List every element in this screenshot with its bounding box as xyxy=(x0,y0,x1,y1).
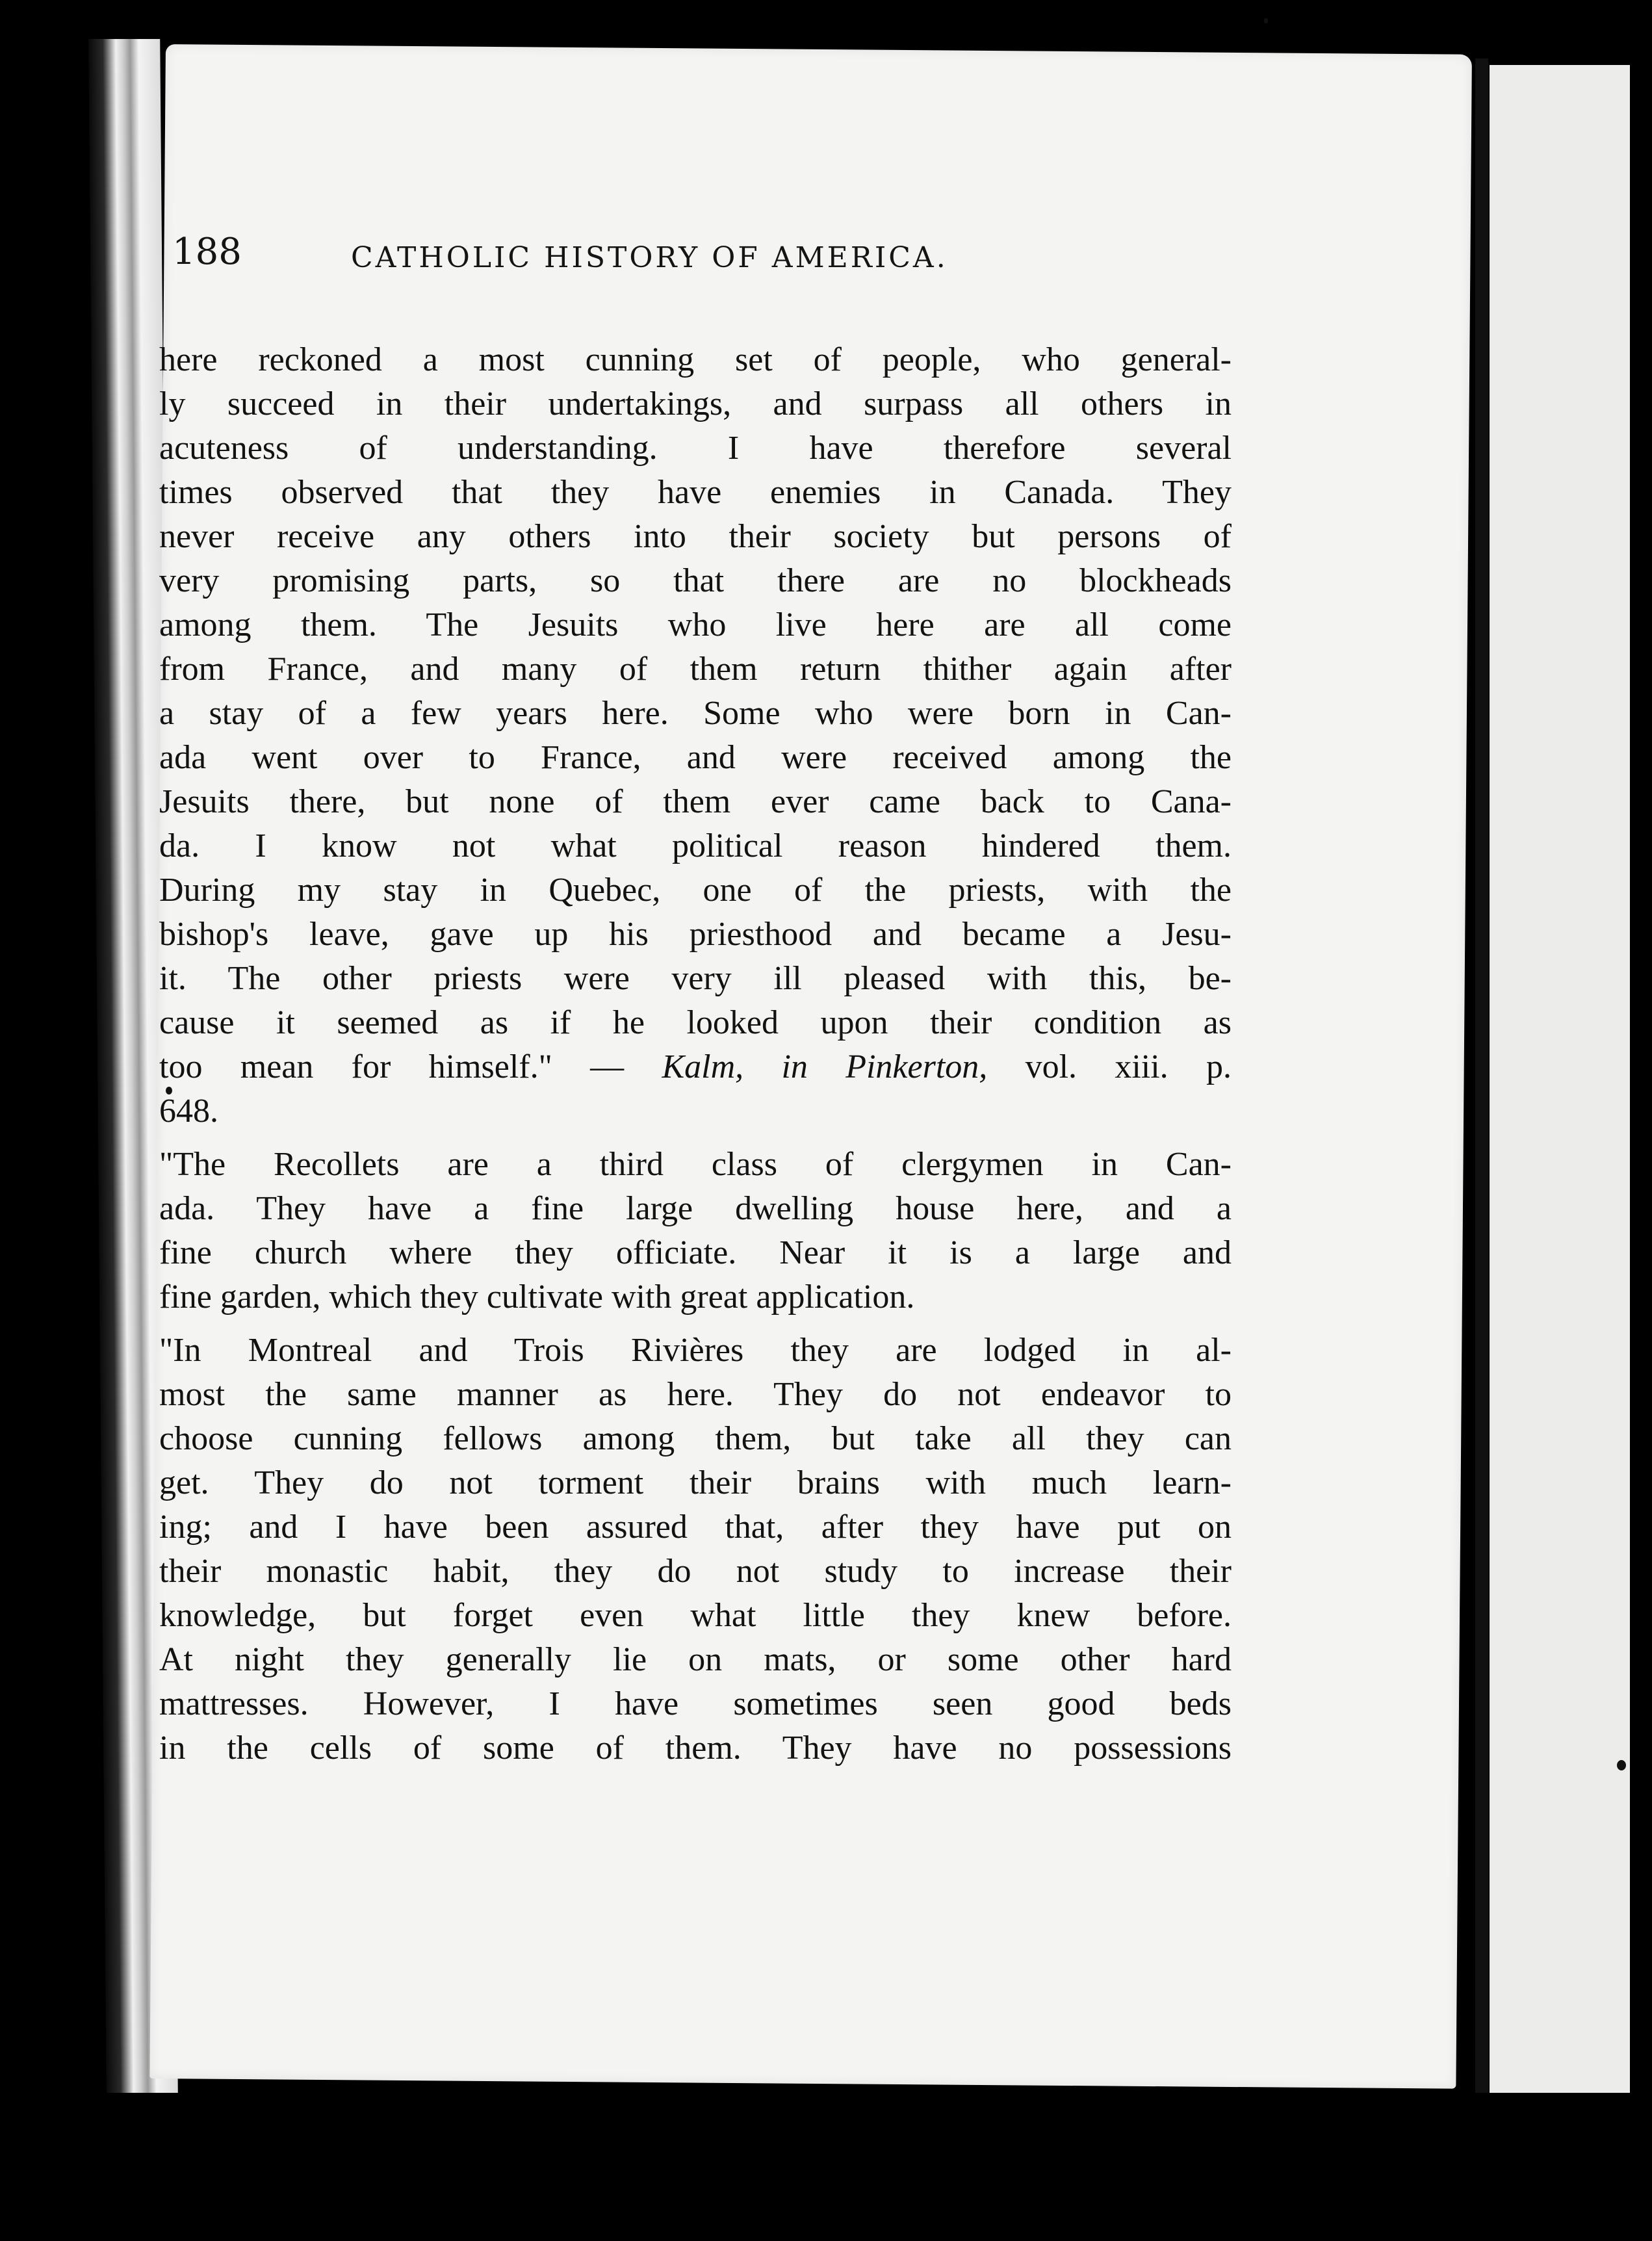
gutter-shadow xyxy=(1475,58,1488,2093)
text-line: mattresses. However, I have sometimes seen good beds xyxy=(159,1685,1232,1722)
text-line: get. They do not torment their brains with much learn- xyxy=(159,1464,1232,1501)
text-line: ada. They have a fine large dwelling house here, and a xyxy=(159,1190,1232,1227)
text-line: a stay of a few years here. Some who were born in Can- xyxy=(159,695,1232,732)
text-line: da. I know not what political reason hindered them. xyxy=(159,827,1232,864)
citation-text: too mean for himself." — xyxy=(159,1048,625,1085)
text-line: times observed that they have enemies in Canada. They xyxy=(159,474,1232,511)
text-line: choose cunning fellows among them, but take all they can xyxy=(159,1420,1232,1457)
text-line: here reckoned a most cunning set of people, who general- xyxy=(159,341,1232,378)
text-line: never receive any others into their society but persons of xyxy=(159,518,1232,555)
dust-speck xyxy=(1264,18,1268,23)
dust-speck xyxy=(1617,1760,1626,1770)
paragraph-2 xyxy=(159,1143,1232,1319)
text-line: ada went over to France, and were received among the xyxy=(159,739,1232,776)
text-line: During my stay in Quebec, one of the priests, with the xyxy=(159,872,1232,909)
text-line: "The Recollets are a third class of clergymen in Can- xyxy=(159,1146,1232,1183)
page-header xyxy=(172,231,1303,289)
text-line: in the cells of some of them. They have no possessions xyxy=(159,1729,1232,1767)
text-line: it. The other priests were very ill pleased with this, be- xyxy=(159,960,1232,997)
text-line: ing; and I have been assured that, after they have put on xyxy=(159,1509,1232,1546)
facing-page-edge xyxy=(1490,65,1630,2093)
citation-source: Kalm, in Pinkerton, xyxy=(662,1048,988,1085)
citation-volume: vol. xiii. p. xyxy=(1025,1048,1232,1085)
body-text xyxy=(159,338,1232,1770)
text-line: bishop's leave, gave up his priesthood and became a Jesu- xyxy=(159,916,1232,953)
text-line: their monastic habit, they do not study to increase their xyxy=(159,1553,1232,1590)
text-line: acuteness of understanding. I have therefore several xyxy=(159,430,1232,467)
text-line: cause it seemed as if he looked upon their condition as xyxy=(159,1004,1232,1041)
text-line: ly succeed in their undertakings, and surpass all others in xyxy=(159,385,1232,422)
text-line: fine garden, which they cultivate with great application. xyxy=(159,1278,915,1315)
text-line: Jesuits there, but none of them ever came back to Cana- xyxy=(159,783,1232,820)
text-line: from France, and many of them return thither again after xyxy=(159,651,1232,688)
running-title: CATHOLIC HISTORY OF AMERICA. xyxy=(351,241,948,274)
text-line: among them. The Jesuits who live here are all come xyxy=(159,606,1232,643)
text-line: "In Montreal and Trois Rivières they are lodged in al- xyxy=(159,1332,1232,1369)
citation-line xyxy=(159,1045,1232,1089)
text-line: fine church where they officiate. Near it is a large and xyxy=(159,1234,1232,1271)
page-number: 188 xyxy=(172,231,242,273)
text-line: very promising parts, so that there are no blockheads xyxy=(159,562,1232,599)
paragraph-1 xyxy=(159,338,1232,1133)
paragraph-3 xyxy=(159,1328,1232,1770)
text-line: knowledge, but forget even what little they knew before. xyxy=(159,1597,1232,1634)
text-line: most the same manner as here. They do not endeavor to xyxy=(159,1376,1232,1413)
citation-page: 648. xyxy=(159,1093,218,1130)
text-line: At night they generally lie on mats, or some other hard xyxy=(159,1641,1232,1678)
